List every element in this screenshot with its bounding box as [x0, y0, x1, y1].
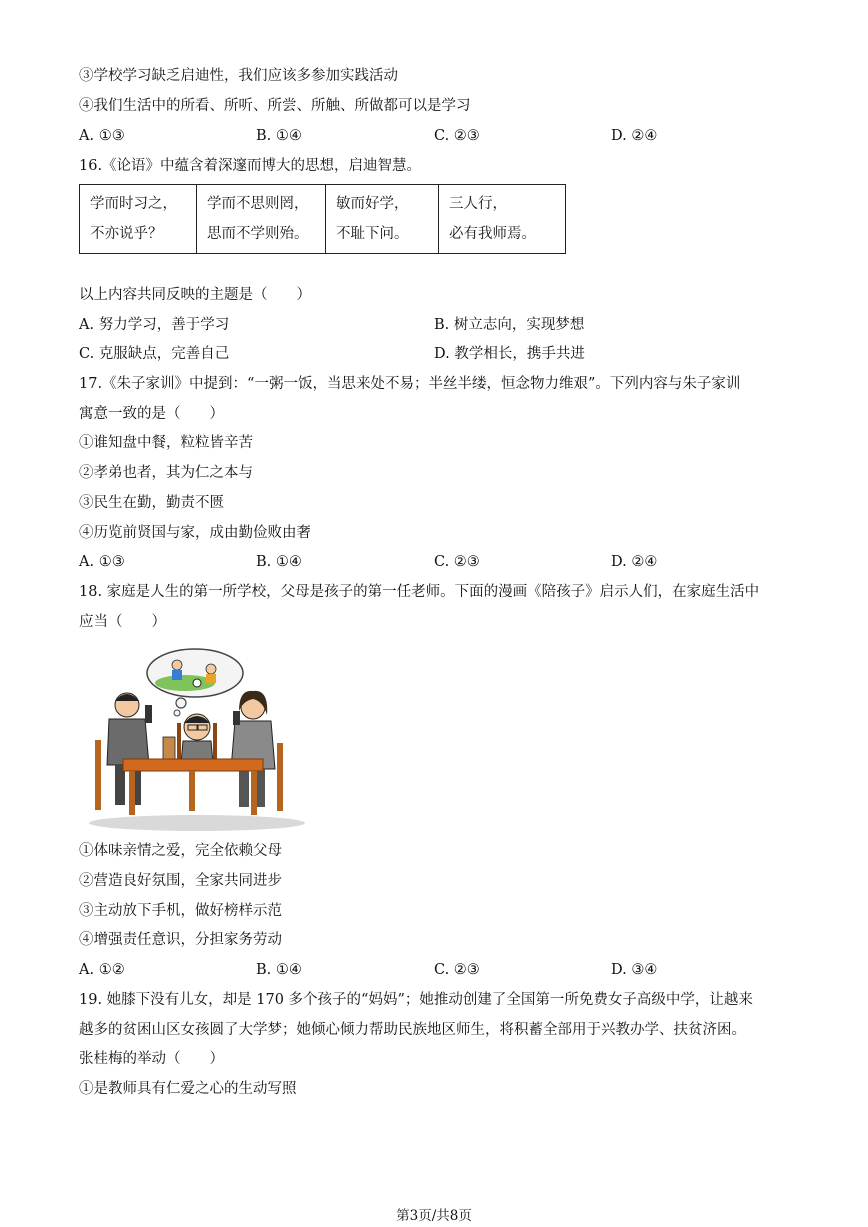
child-figure: [163, 714, 213, 763]
quote-4-line-2: 必有我师焉。: [449, 226, 536, 242]
q17-option-a: A. ①③: [79, 554, 125, 570]
q16-options-row-2: [79, 344, 799, 364]
q16-option-a: A. 努力学习，善于学习: [79, 317, 230, 333]
q17-item-4: ④历览前贤国与家，成由勤俭败由奢: [79, 525, 311, 541]
quote-cell-4: [439, 185, 566, 254]
quote-2-line-2: 思而不学则殆。: [207, 226, 309, 242]
quote-4-line-1: 三人行，: [449, 196, 507, 212]
q16-option-d: D. 教学相长，携手共进: [434, 346, 585, 362]
q18-option-d: D. ③④: [611, 962, 658, 978]
q18-item-3: ③主动放下手机，做好榜样示范: [79, 903, 282, 919]
q17-item-3: ③民生在勤，勤责不匮: [79, 495, 224, 511]
q18-stem-line-1: 18. 家庭是人生的第一所学校，父母是孩子的第一任老师。下面的漫画《陪孩子》启示人们，在家庭生活中: [79, 584, 760, 600]
q19-stem-line-1: 19. 她膝下没有儿女，却是 170 多个孩子的“妈妈”；她推动创建了全国第一所免费女子高级中学，让越来: [79, 992, 753, 1008]
q17-item-2: ②孝弟也者，其为仁之本与: [79, 465, 253, 481]
q18-item-1: ①体味亲情之爱，完全依赖父母: [79, 843, 282, 859]
family-cartoon-illustration: [85, 645, 310, 835]
q16-options-row-1: [79, 315, 799, 335]
q16-option-c: C. 克服缺点，完善自己: [79, 346, 230, 362]
q18-option-a: A. ①②: [79, 962, 125, 978]
q15-item-3: ③学校学习缺乏启迪性，我们应该多参加实践活动: [79, 68, 398, 84]
q15-option-b: B. ①④: [256, 128, 302, 144]
quote-cell-3: [326, 185, 439, 254]
quote-2-line-1: 学而不思则罔，: [207, 196, 309, 212]
quote-cell-2: [197, 185, 326, 254]
quote-3-line-1: 敏而好学，: [336, 196, 409, 212]
q17-option-d: D. ②④: [611, 554, 658, 570]
quote-1-line-2: 不亦说乎？: [90, 226, 163, 242]
page-number-footer: 第3页/共8页: [396, 1208, 472, 1224]
q16-stem: 16.《论语》中蕴含着深邃而博大的思想，启迪智慧。: [79, 158, 422, 174]
q18-item-2: ②营造良好氛围，全家共同进步: [79, 873, 282, 889]
q19-stem-line-2: 越多的贫困山区女孩圆了大学梦；她倾心倾力帮助民族地区师生，将积蓄全部用于兴教办学、扶贫济困。: [79, 1022, 746, 1038]
q18-item-4: ④增强责任意识，分担家务劳动: [79, 932, 282, 948]
quote-1-line-1: 学而时习之，: [90, 196, 177, 212]
q17-option-c: C. ②③: [434, 554, 480, 570]
q17-option-b: B. ①④: [256, 554, 302, 570]
q18-options: [79, 960, 799, 980]
q15-option-d: D. ②④: [611, 128, 658, 144]
q17-stem-line-1: 17.《朱子家训》中提到：“一粥一饭，当思来处不易；半丝半缕，恒念物力维艰”。下列内容与朱子家训: [79, 376, 741, 392]
q15-option-c: C. ②③: [434, 128, 480, 144]
q16-option-b: B. 树立志向，实现梦想: [434, 317, 585, 333]
q16-quote-table: [79, 184, 566, 254]
q16-question: 以上内容共同反映的主题是（ ）: [79, 287, 311, 303]
q15-option-a: A. ①③: [79, 128, 125, 144]
q17-options: [79, 552, 799, 572]
q19-stem-line-3: 张桂梅的举动（ ）: [79, 1051, 224, 1067]
thought-bubble: [147, 649, 243, 716]
q18-stem-line-2: 应当（ ）: [79, 614, 166, 630]
quote-cell-1: [80, 185, 197, 254]
q18-option-c: C. ②③: [434, 962, 480, 978]
q19-item-1: ①是教师具有仁爱之心的生动写照: [79, 1081, 297, 1097]
q15-item-4: ④我们生活中的所看、所听、所尝、所触、所做都可以是学习: [79, 98, 471, 114]
q17-stem-line-2: 寓意一致的是（ ）: [79, 406, 224, 422]
q18-option-b: B. ①④: [256, 962, 302, 978]
q15-options: [79, 126, 799, 146]
quote-3-line-2: 不耻下问。: [336, 226, 409, 242]
q17-item-1: ①谁知盘中餐，粒粒皆辛苦: [79, 435, 253, 451]
